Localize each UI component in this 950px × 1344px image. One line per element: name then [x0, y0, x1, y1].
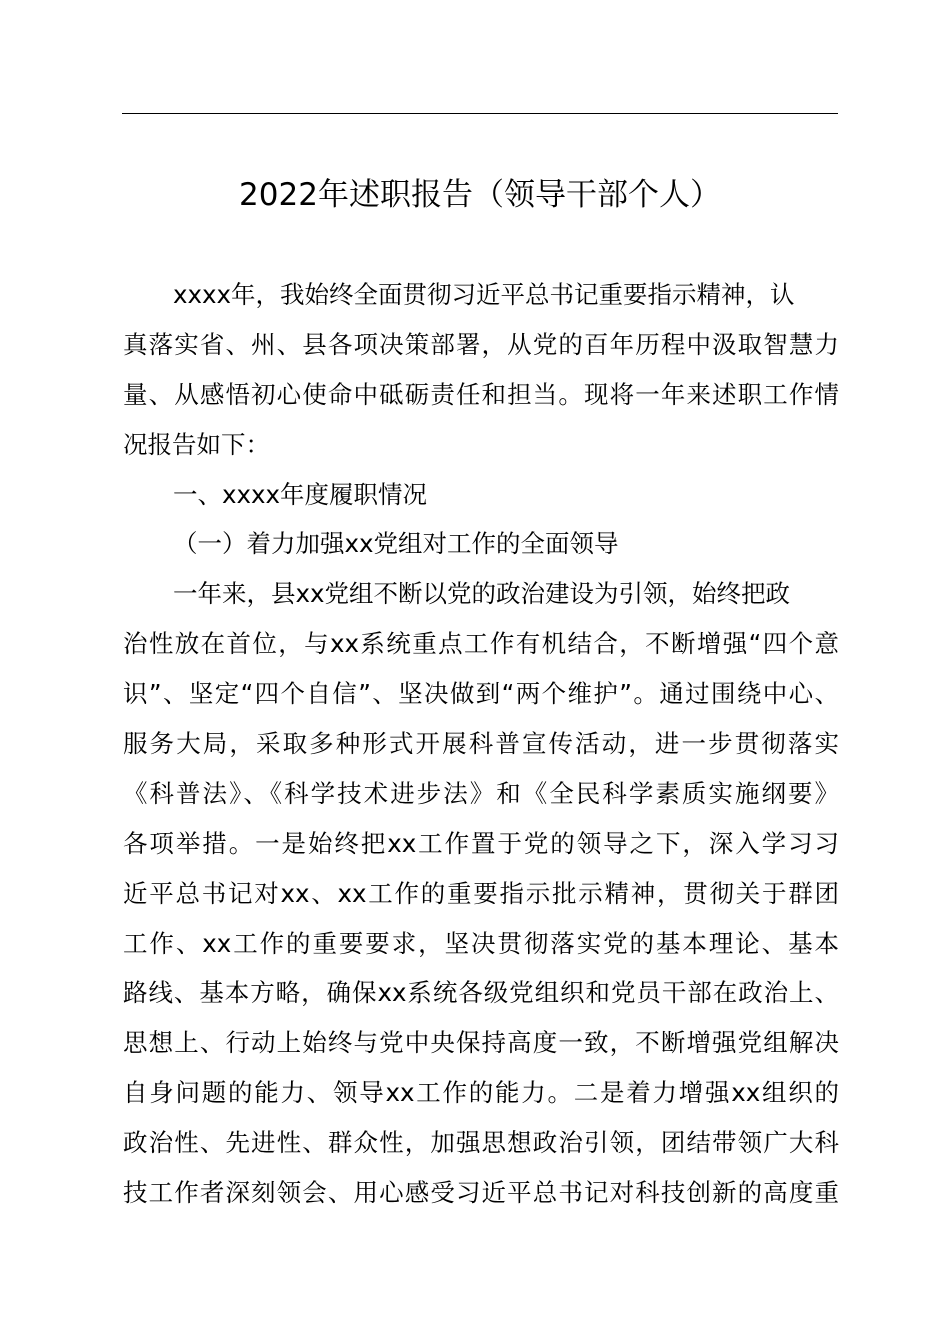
body-line: 自身问题的能力、领导xx工作的能力。二是着力增强xx组织的: [123, 1078, 839, 1108]
body-line: 工作、xx工作的重要要求，坚决贯彻落实党的基本理论、基本: [123, 928, 839, 958]
body-line: 各项举措。一是始终把xx工作置于党的领导之下，深入学习习: [123, 828, 839, 858]
document-title: 2022年述职报告（领导干部个人）: [239, 177, 721, 213]
document-body: [123, 270, 839, 1218]
body-line: 技工作者深刻领会、用心感受习近平总书记对科技创新的高度重: [123, 1178, 839, 1208]
body-line: 识”、坚定“四个自信”、坚决做到“两个维护”。通过围绕中心、: [123, 679, 839, 709]
body-line: 《科普法》、《科学技术进步法》和《全民科学素质实施纲要》: [123, 778, 839, 808]
body-line: 真落实省、州、县各项决策部署，从党的百年历程中汲取智慧力: [123, 329, 839, 359]
body-line: 近平总书记对xx、xx工作的重要指示批示精神，贯彻关于群团: [123, 878, 839, 908]
body-line: 路线、基本方略，确保xx系统各级党组织和党员干部在政治上、: [123, 978, 839, 1008]
body-line: 况报告如下：: [123, 429, 270, 459]
body-line: 政治性、先进性、群众性，加强思想政治引领，团结带领广大科: [123, 1128, 839, 1158]
body-line: 服务大局，采取多种形式开展科普宣传活动，进一步贯彻落实: [123, 729, 839, 759]
body-line: 治性放在首位，与xx系统重点工作有机结合，不断增强“四个意: [123, 629, 839, 659]
header-rule: [122, 113, 838, 114]
subsection-heading: （一）着力加强xx党组对工作的全面领导: [173, 529, 619, 559]
body-line: 量、从感悟初心使命中砥砺责任和担当。现将一年来述职工作情: [123, 379, 839, 409]
section-heading: 一、xxxx年度履职情况: [173, 479, 427, 509]
body-line: 一年来，县xx党组不断以党的政治建设为引领，始终把政: [173, 579, 790, 609]
body-line: 思想上、行动上始终与党中央保持高度一致，不断增强党组解决: [123, 1028, 839, 1058]
body-line: xxxx年，我始终全面贯彻习近平总书记重要指示精神，认: [173, 280, 795, 309]
